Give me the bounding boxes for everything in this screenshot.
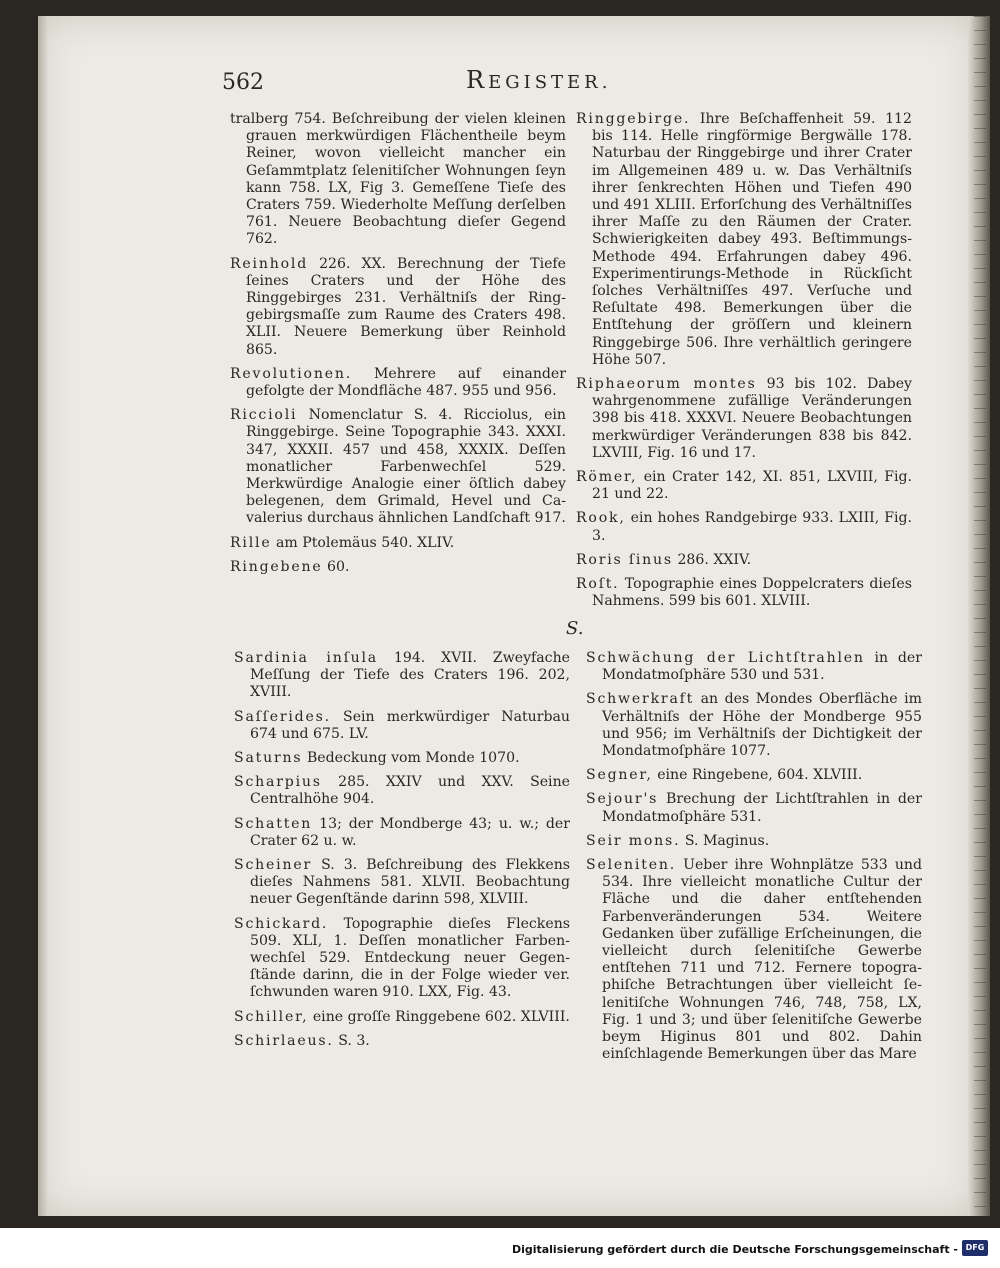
- index-entry-text: Brechung der Lichtſtrahlen in der Mondatmoſphäre 531.: [602, 791, 923, 825]
- index-entry-text: in der Mondatmoſphäre 530 und 531.: [602, 650, 922, 684]
- index-headword: Revolutionen.: [230, 365, 353, 382]
- index-entry-text: Topographie eines Doppelcraters dieſes Nahmens. 599 bis 601. XLVIII.: [592, 576, 912, 610]
- column-left-top: [230, 111, 566, 583]
- index-entry-text: 194. XVII. Zweyfache Meſſung der Tiefe des Craters 196. 202, XVIII.: [250, 650, 570, 701]
- index-entry: [576, 576, 912, 610]
- column-right-top: [576, 111, 912, 617]
- column-right-bottom: [586, 650, 922, 1070]
- index-entry: [586, 857, 922, 1063]
- running-head: [466, 66, 611, 94]
- index-entry: [234, 750, 570, 767]
- index-entry: [576, 111, 912, 369]
- running-head-rest: EGISTER.: [488, 72, 612, 93]
- index-entry-text: Bedeckung vom Monde 1070.: [306, 750, 520, 767]
- dfg-logo: DFG: [962, 1240, 988, 1256]
- index-entry: [230, 256, 566, 359]
- index-headword: Sejour's: [586, 791, 659, 808]
- index-entry: [230, 559, 566, 576]
- index-entry: [234, 1009, 570, 1026]
- index-headword: Sardinia inſula: [234, 650, 378, 666]
- index-entry: [586, 767, 922, 784]
- index-headword: Reinhold: [230, 255, 309, 272]
- index-headword: Roſt.: [576, 576, 620, 593]
- index-headword: Saturns: [234, 750, 303, 767]
- index-headword: Riccioli: [230, 407, 298, 424]
- index-entry-text: 60.: [327, 558, 350, 575]
- index-headword: Seleniten.: [586, 857, 676, 874]
- running-head-initial: R: [466, 66, 489, 94]
- index-headword: Segner,: [586, 767, 653, 784]
- index-entry-text: Ihre Beſchaffenheit 59. 112 bis 114. Helle ringförmige Bergwälle 178. Naturbau der Ringgebirge und ihrer Crater im Allgemeinen 489 u. w. Das Verhältniſs ihrer ſenkrechten Höhen und Tiefen 490 und 491 XLIII. Erforſchung des Verhältniſſes ihrer Maſſe zu den Räumen der Crater. Schwierigkeiten dabey 493. Beſtimmungs-Methode 494. Erfahrungen dabey 496. Experimentirungs-Methode in Rückſicht ſolches Verhältniſſes 497. Verſuche und Reſultate 498. Bemerkungen über die Entſtehung der gröſſern und kleinern Ringgebirge 506. Ihre verhältlich geringere Höhe 507.: [592, 111, 912, 368]
- index-entry-text: Mehrere auf einander gefolgte der Mondfläche 487. 955 und 956.: [246, 365, 567, 400]
- index-entry: [234, 774, 570, 808]
- index-entry-text: ein Crater 142, XI. 851, LXVIII, Fig. 21 und 22.: [592, 469, 913, 503]
- index-entry-text: S. 3.: [338, 1032, 370, 1049]
- index-entry-text: eine groſſe Ringgebene 602. XLVIII.: [312, 1008, 570, 1025]
- index-headword: Riphaeorum montes: [576, 376, 757, 393]
- index-entry: [576, 469, 912, 503]
- page-gutter-shadow: [38, 16, 48, 1216]
- index-headword: Saſſerides.: [234, 708, 331, 725]
- index-headword: Ringgebirge.: [576, 111, 691, 127]
- index-entry-text: Topographie dieſes Fleckens 509. XLI, 1. Deſſen monatlicher Farbenwechſel 529. Entdeckung neuer Gegenſtände darinn, die in der Folge wieder ver. ſchwunden waren 910. LXX, Fig. 43.: [250, 915, 570, 1001]
- index-entry: [576, 376, 912, 462]
- index-entry: [234, 1033, 570, 1050]
- index-entry: [586, 650, 922, 684]
- index-headword: Ringebene: [230, 558, 323, 575]
- index-entry-text: eine Ringebene, 604. XLVIII.: [657, 767, 863, 784]
- index-headword: Rille: [230, 534, 272, 551]
- index-headword: Scharpius: [234, 774, 322, 791]
- index-entry-text: Nomenclatur S. 4. Ricciolus, ein Ringgebirge. Seine Topographie 343. XXXI. 347, XXXII. 457 und 458, XXXIX. Deſſen monatlicher Farbenwechſel 529. Merkwürdige Analogie einer öſtlich dabey belegenen, dem Grimald, Hevel und Cavalerius durchaus ähnlichen Landſchaft 917.: [246, 407, 566, 527]
- index-entry-text: 285. XXIV und XXV. Seine Centralhöhe 904.: [250, 774, 570, 808]
- index-headword: Scheiner: [234, 857, 313, 874]
- index-entry: [234, 857, 570, 909]
- index-entry-text: 13; der Mondberge 43; u. w.; der Crater 62 u. w.: [250, 815, 570, 849]
- index-entry: [586, 833, 922, 850]
- index-entry: [586, 691, 922, 760]
- index-entry-text: Sein merkwürdiger Naturbau 674 und 675. LV.: [250, 708, 570, 742]
- index-entry-text: 93 bis 102. Dabey wahrgenommene zufällige Veränderungen 398 bis 418. XXXVI. Neuere Beobachtungen merkwürdiger Veränderungen 838 bis 842. LXVIII, Fig. 16 und 17.: [592, 376, 913, 461]
- index-entry-text: am Ptolemäus 540. XLIV.: [275, 534, 455, 551]
- index-entry-text: 226. XX. Berechnung der Tiefe ſeines Craters und der Höhe des Ringgebirges 231. Verhältniſs der Ringgebirgsmaſſe zum Raume des Craters 498. XLII. Neuere Bemerkung über Reinhold 865.: [246, 255, 566, 358]
- index-headword: Roris ſinus: [576, 551, 673, 568]
- column-left-bottom: [234, 650, 570, 1057]
- index-entry: [234, 709, 570, 743]
- index-entry-text: S. 3. Beſchreibung des Flekkens dieſes Nahmens 581. XLVII. Beobachtung neuer Gegenſtände darinn 598, XLVIII.: [250, 857, 571, 908]
- index-entry: [230, 111, 566, 249]
- index-entry-text: Ueber ihre Wohnplätze 533 und 534. Ihre vielleicht monatliche Cultur der Fläche und die daher entſtehenden Farbenveränderungen 534. Weitere Gedanken über zufällige Erſcheinungen, die vielleicht durch ſelenitiſche Gewerbe entſtehen 711 und 712. Fernere topographiſche Betrachtungen über vielleicht ſelenitiſche Wohnungen 746, 748, 758, LX, Fig. 1 und 3; und über ſelenitiſche Gewerbe beym Higinus 801 und 802. Dahin einſchlagende Bemerkungen über das Mare: [602, 857, 923, 1063]
- section-letter: S.: [566, 618, 584, 639]
- index-entry: [586, 791, 922, 825]
- index-headword: Schwächung der Lichtſtrahlen: [586, 650, 865, 666]
- index-entry: [230, 535, 566, 552]
- scan-ruler-marks: [974, 16, 986, 1216]
- index-headword: Seir mons.: [586, 832, 681, 849]
- index-entry: [230, 407, 566, 527]
- index-entry-text: ein hohes Randgebirge 933. LXIII, Fig. 3.: [592, 510, 912, 544]
- index-entry: [230, 366, 566, 400]
- index-entry-text: an des Mondes Oberfläche im Verhältniſs der Höhe der Mondberge 955 und 956; im Verhältniſs der Dichtigkeit der Mondatmoſphäre 1077.: [602, 691, 922, 760]
- index-entry-text: tralberg 754. Beſchreibung der vielen kleinen grauen merkwürdigen Flächentheile beym Reiner, wovon vielleicht mancher ein Geſammtplatz ſelenitiſcher Wohnungen ſeyn kann 758. LX, Fig 3. Gemeſſene Tieſe des Craters 759. Wiederholte Meſſung derſelben 761. Neuere Beobachtung dieſer Gegend 762.: [230, 111, 566, 248]
- index-headword: Römer,: [576, 469, 638, 486]
- index-entry: [576, 510, 912, 544]
- index-entry-text: 286. XXIV.: [677, 551, 752, 568]
- page-number: 562: [222, 70, 264, 95]
- index-headword: Rook,: [576, 510, 626, 527]
- index-headword: Schwerkraft: [586, 691, 695, 708]
- index-headword: Schatten: [234, 815, 313, 832]
- index-entry-text: S. Maginus.: [684, 832, 770, 849]
- index-entry: [576, 552, 912, 569]
- index-entry: [234, 816, 570, 850]
- index-headword: Schirlaeus.: [234, 1032, 334, 1049]
- index-headword: Schiller,: [234, 1008, 309, 1025]
- footer-credit: Digitalisierung gefördert durch die Deutsche Forschungsgemeinschaft -: [511, 1243, 958, 1256]
- index-entry: [234, 916, 570, 1002]
- index-entry: [234, 650, 570, 702]
- index-headword: Schickard.: [234, 915, 329, 932]
